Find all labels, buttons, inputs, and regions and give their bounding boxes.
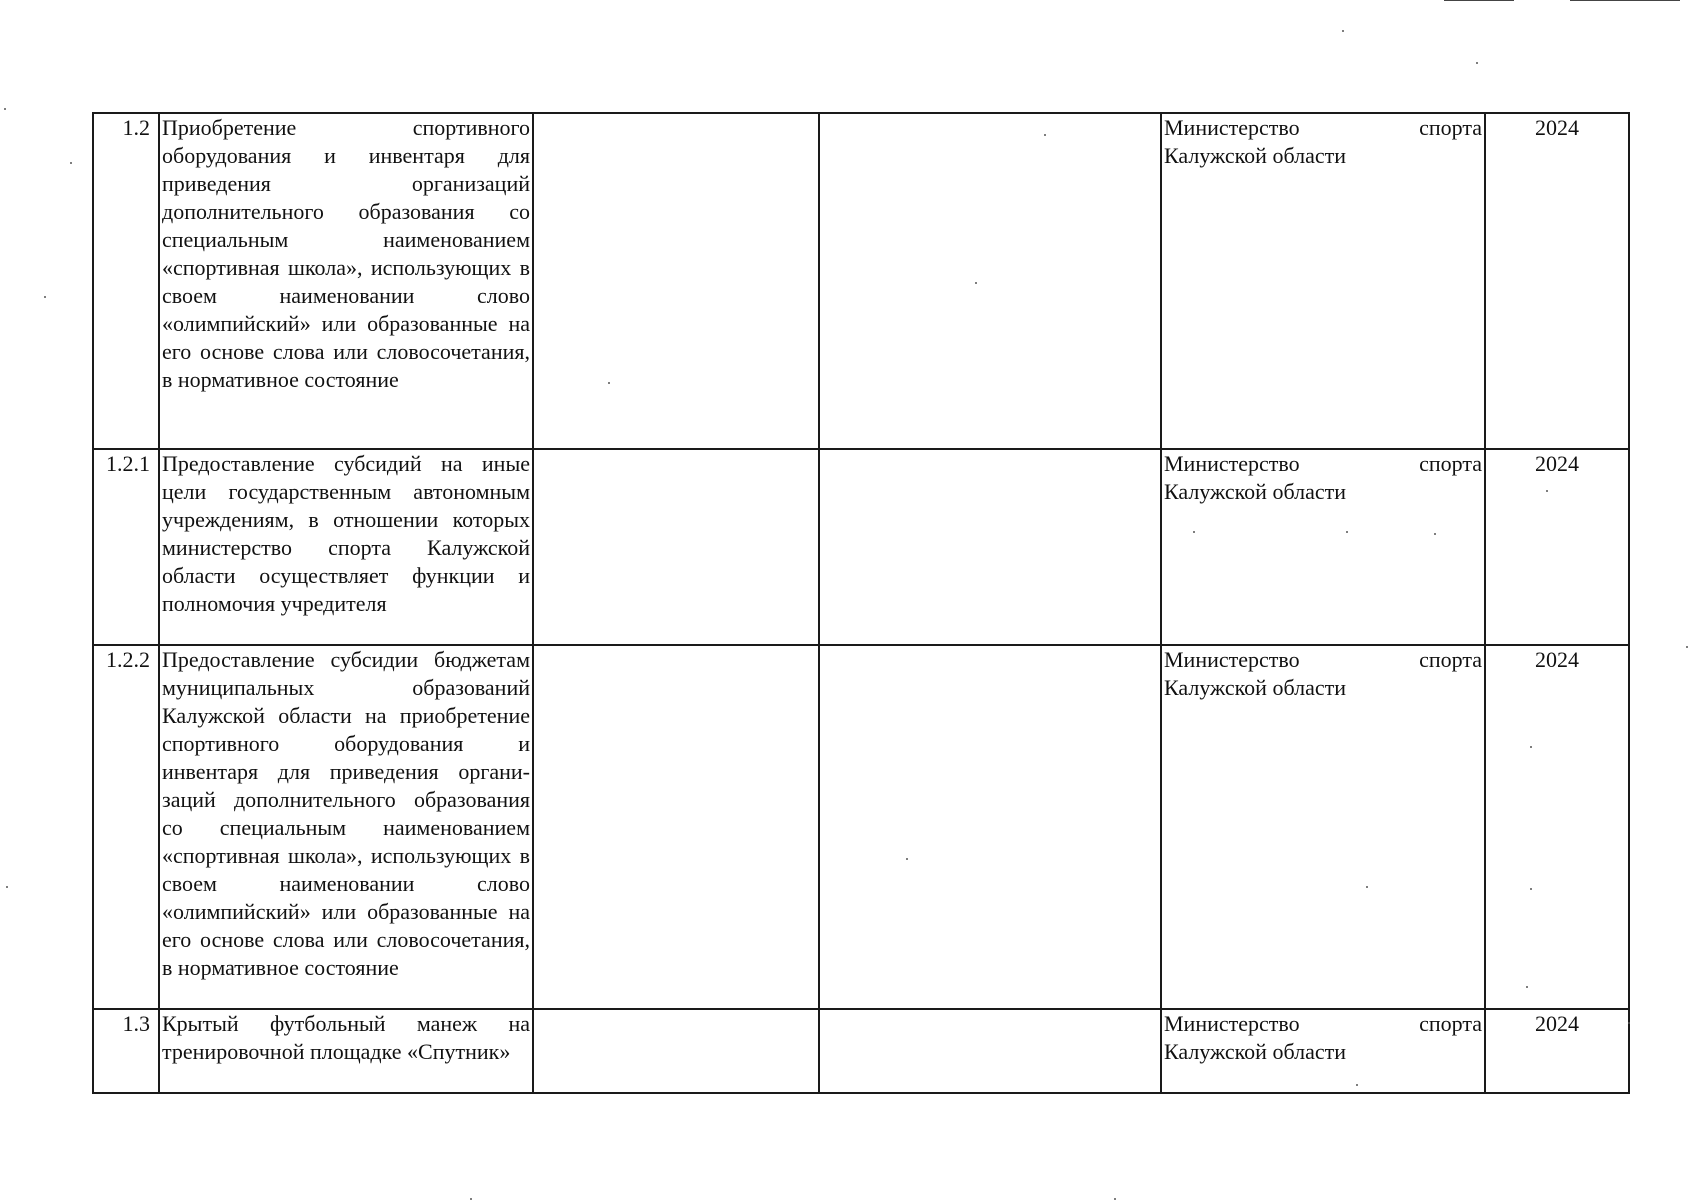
responsible-executor xyxy=(1161,113,1485,449)
measures-table xyxy=(92,112,1630,1094)
scan-speck xyxy=(1628,1022,1630,1024)
responsible-word-1: Министерство xyxy=(1164,1011,1300,1036)
measure-description: Предоставление субсидий на иные цели государственным автономным учреждениям, в отношении которых министерство спорта Калужской области осуществляет функции и полномочия учредителя xyxy=(159,449,533,645)
measure-description: Приобретение спортивного оборудования и инвентаря для приведения организаций дополнительного образования со специальным наименованием «спортивная школа», использующих в своем наименовании слово «олимпийский» или образованные на его основе слова или словосочетания, в нормативное состояние xyxy=(159,113,533,449)
scan-speck xyxy=(4,108,6,110)
table-row xyxy=(93,645,1629,1009)
empty-cell xyxy=(533,645,819,1009)
scan-speck xyxy=(1686,646,1688,648)
responsible-executor xyxy=(1161,645,1485,1009)
measure-description: Предоставление субсидии бюджетам муниципальных образований Калужской области на приобретение спортивного оборудования и инвентаря для приведения организаций дополнительного образования со специальным наименованием «спортивная школа», использующих в своем наименовании слово «олимпийский» или образованные на его основе слова или словосочетания, в нормативное состояние xyxy=(159,645,533,1009)
scan-edge-mark xyxy=(1444,0,1514,1)
responsible-word-2: спорта xyxy=(1419,451,1482,476)
scan-speck xyxy=(608,382,610,384)
responsible-line-2: Калужской области xyxy=(1164,1039,1346,1064)
table-row xyxy=(93,113,1629,449)
year: 2024 xyxy=(1485,113,1629,449)
scan-speck xyxy=(1044,134,1046,136)
scan-speck xyxy=(1193,531,1195,533)
responsible-executor xyxy=(1161,1009,1485,1093)
table-row xyxy=(93,1009,1629,1093)
row-number: 1.2 xyxy=(93,113,159,449)
responsible-word-1: Министерство xyxy=(1164,451,1300,476)
empty-cell xyxy=(533,113,819,449)
empty-cell xyxy=(819,645,1161,1009)
empty-cell xyxy=(533,1009,819,1093)
row-number: 1.3 xyxy=(93,1009,159,1093)
scan-speck xyxy=(6,886,8,888)
scan-speck xyxy=(1342,30,1344,32)
responsible-word-2: спорта xyxy=(1419,647,1482,672)
responsible-line-2: Калужской области xyxy=(1164,479,1346,504)
year: 2024 xyxy=(1485,645,1629,1009)
scan-speck xyxy=(1476,62,1478,64)
scan-speck xyxy=(70,162,72,164)
measure-description: Крытый футбольный манеж на тренировочной площадке «Спутник» xyxy=(159,1009,533,1093)
empty-cell xyxy=(819,449,1161,645)
scan-speck xyxy=(1530,888,1532,890)
responsible-word-1: Министерство xyxy=(1164,115,1300,140)
empty-cell xyxy=(819,1009,1161,1093)
scan-speck xyxy=(1356,1084,1358,1086)
scan-speck xyxy=(1546,490,1548,492)
year: 2024 xyxy=(1485,449,1629,645)
scan-edge-mark xyxy=(1570,0,1680,1)
table-row xyxy=(93,449,1629,645)
year: 2024 xyxy=(1485,1009,1629,1093)
responsible-line-2: Калужской области xyxy=(1164,675,1346,700)
row-number: 1.2.1 xyxy=(93,449,159,645)
scan-speck xyxy=(1346,531,1348,533)
row-number: 1.2.2 xyxy=(93,645,159,1009)
responsible-word-2: спорта xyxy=(1419,115,1482,140)
scan-speck xyxy=(975,282,977,284)
responsible-word-2: спорта xyxy=(1419,1011,1482,1036)
responsible-word-1: Министерство xyxy=(1164,647,1300,672)
scan-speck xyxy=(1434,533,1436,535)
empty-cell xyxy=(533,449,819,645)
scan-speck xyxy=(1530,746,1532,748)
responsible-executor xyxy=(1161,449,1485,645)
scan-speck xyxy=(906,858,908,860)
scan-speck xyxy=(1366,886,1368,888)
empty-cell xyxy=(819,113,1161,449)
scan-speck xyxy=(44,296,46,298)
responsible-line-2: Калужской области xyxy=(1164,143,1346,168)
scan-speck xyxy=(1526,986,1528,988)
